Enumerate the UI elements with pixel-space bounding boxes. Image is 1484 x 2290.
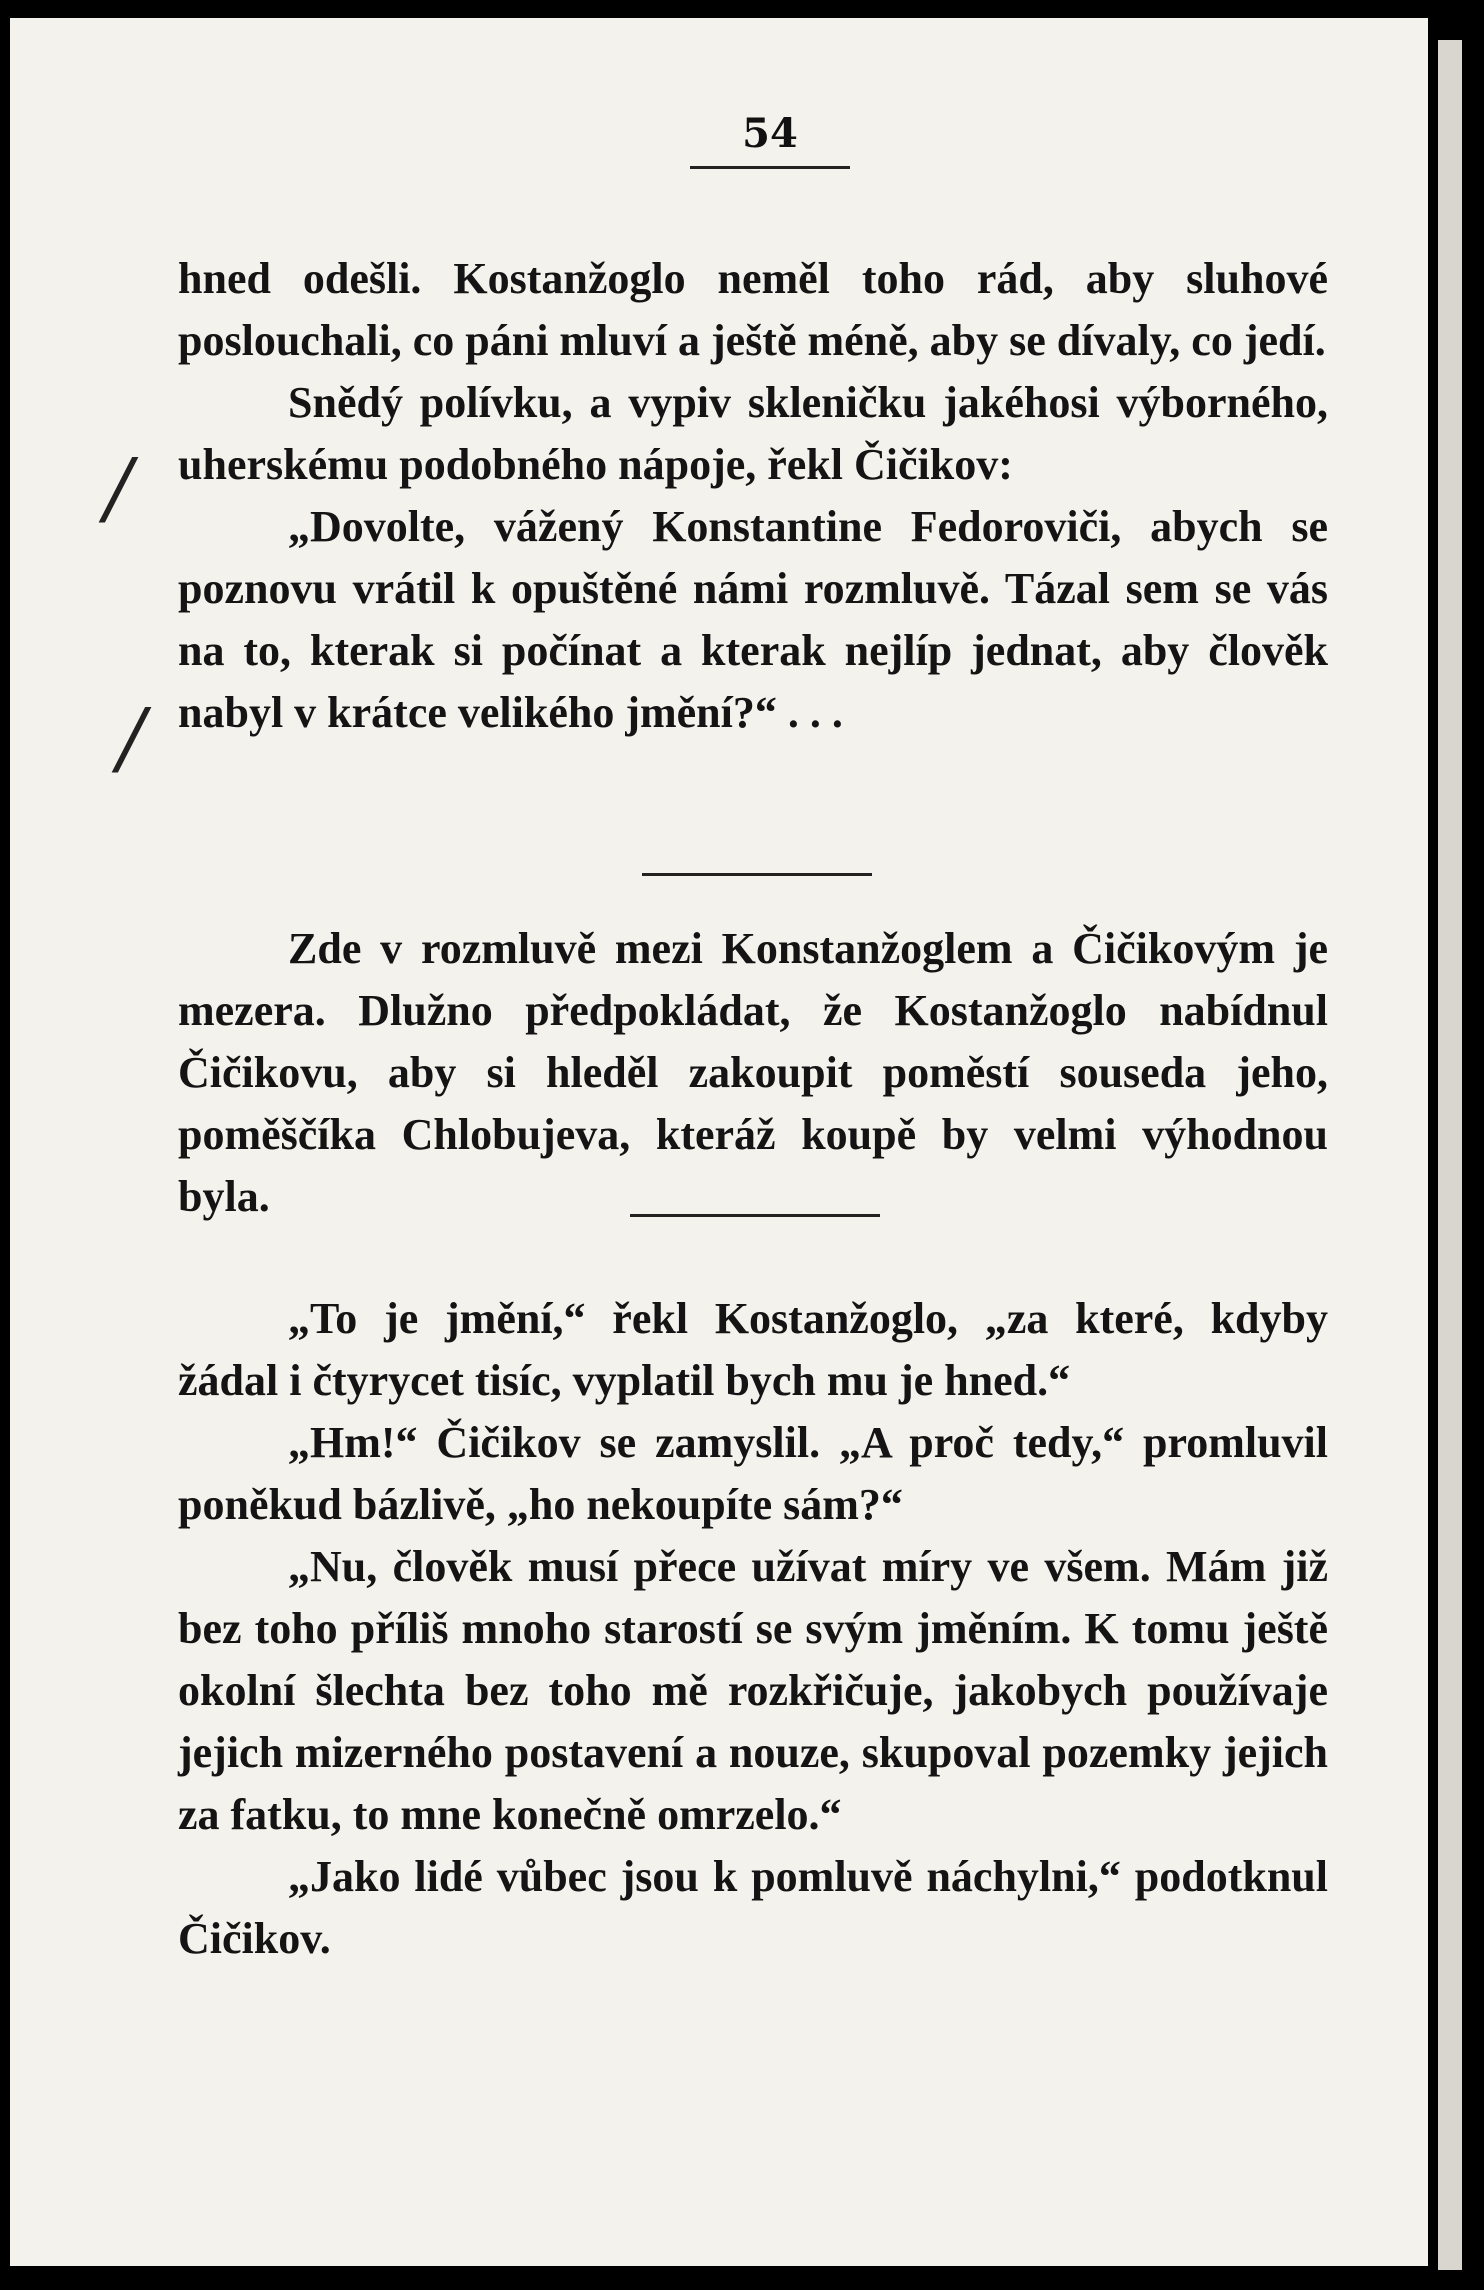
paragraph: „Hm!“ Čičikov se zamyslil. „A proč tedy,“ promluvil poněkud bázlivě, „ho nekoupíte sám?“: [178, 1418, 1328, 1529]
paragraph: „Jako lidé vůbec jsou k pomluvě náchylni,“ podotknul Čičikov.: [178, 1852, 1328, 1963]
header-rule: [690, 166, 850, 169]
paragraph: „Dovolte, vážený Konstantine Fedoroviči, abych se poznovu vrátil k opuštěné námi rozmluvě. Tázal sem se vás na to, kterak si počínat a kterak nejlíp jednat, aby člověk nabyl v krátce velikého jmění?“ . . .: [178, 502, 1328, 737]
paragraph: „To je jmění,“ řekl Kostanžoglo, „za které, kdyby žádal i čtyrycet tisíc, vyplatil bych mu je hned.“: [178, 1294, 1328, 1405]
book-page: [10, 18, 1428, 2266]
text-block-opening: [178, 248, 1328, 744]
paragraph: Snědý polívku, a vypiv skleničku jakéhosi výborného, uherskému podobného nápoje, řekl Čičikov:: [178, 378, 1328, 489]
page-header: [680, 110, 860, 169]
margin-mark-2: /: [118, 691, 145, 784]
adjacent-page-edge: [1438, 40, 1462, 2270]
text-block-editor-note: [178, 918, 1328, 1228]
paragraph: Zde v rozmluvě mezi Konstanžoglem a Čičikovým je mezera. Dlužno předpokládat, že Kostanžoglo nabídnul Čičikovu, aby si hleděl zakoupit poměstí souseda jeho, poměščíka Chlobujeva, kteráž koupě by velmi výhodnou byla.: [178, 924, 1328, 1221]
text-block-dialogue: [178, 1288, 1328, 1970]
page-number: 54: [742, 110, 798, 157]
margin-mark-1: /: [105, 441, 132, 534]
paragraph: „Nu, člověk musí přece užívat míry ve všem. Mám již bez toho příliš mnoho starostí se svým jměním. K tomu ještě okolní šlechta bez toho mě rozkřičuje, jakobych používaje jejich mizerného postavení a nouze, skupoval pozemky jejich za fatku, to mne konečně omrzelo.“: [178, 1542, 1328, 1839]
section-divider-2: [630, 1214, 880, 1217]
paragraph: hned odešli. Kostanžoglo neměl toho rád, aby sluhové poslouchali, co páni mluví a ještě méně, aby se dívaly, co jedí.: [178, 254, 1328, 365]
section-divider-1: [642, 873, 872, 876]
